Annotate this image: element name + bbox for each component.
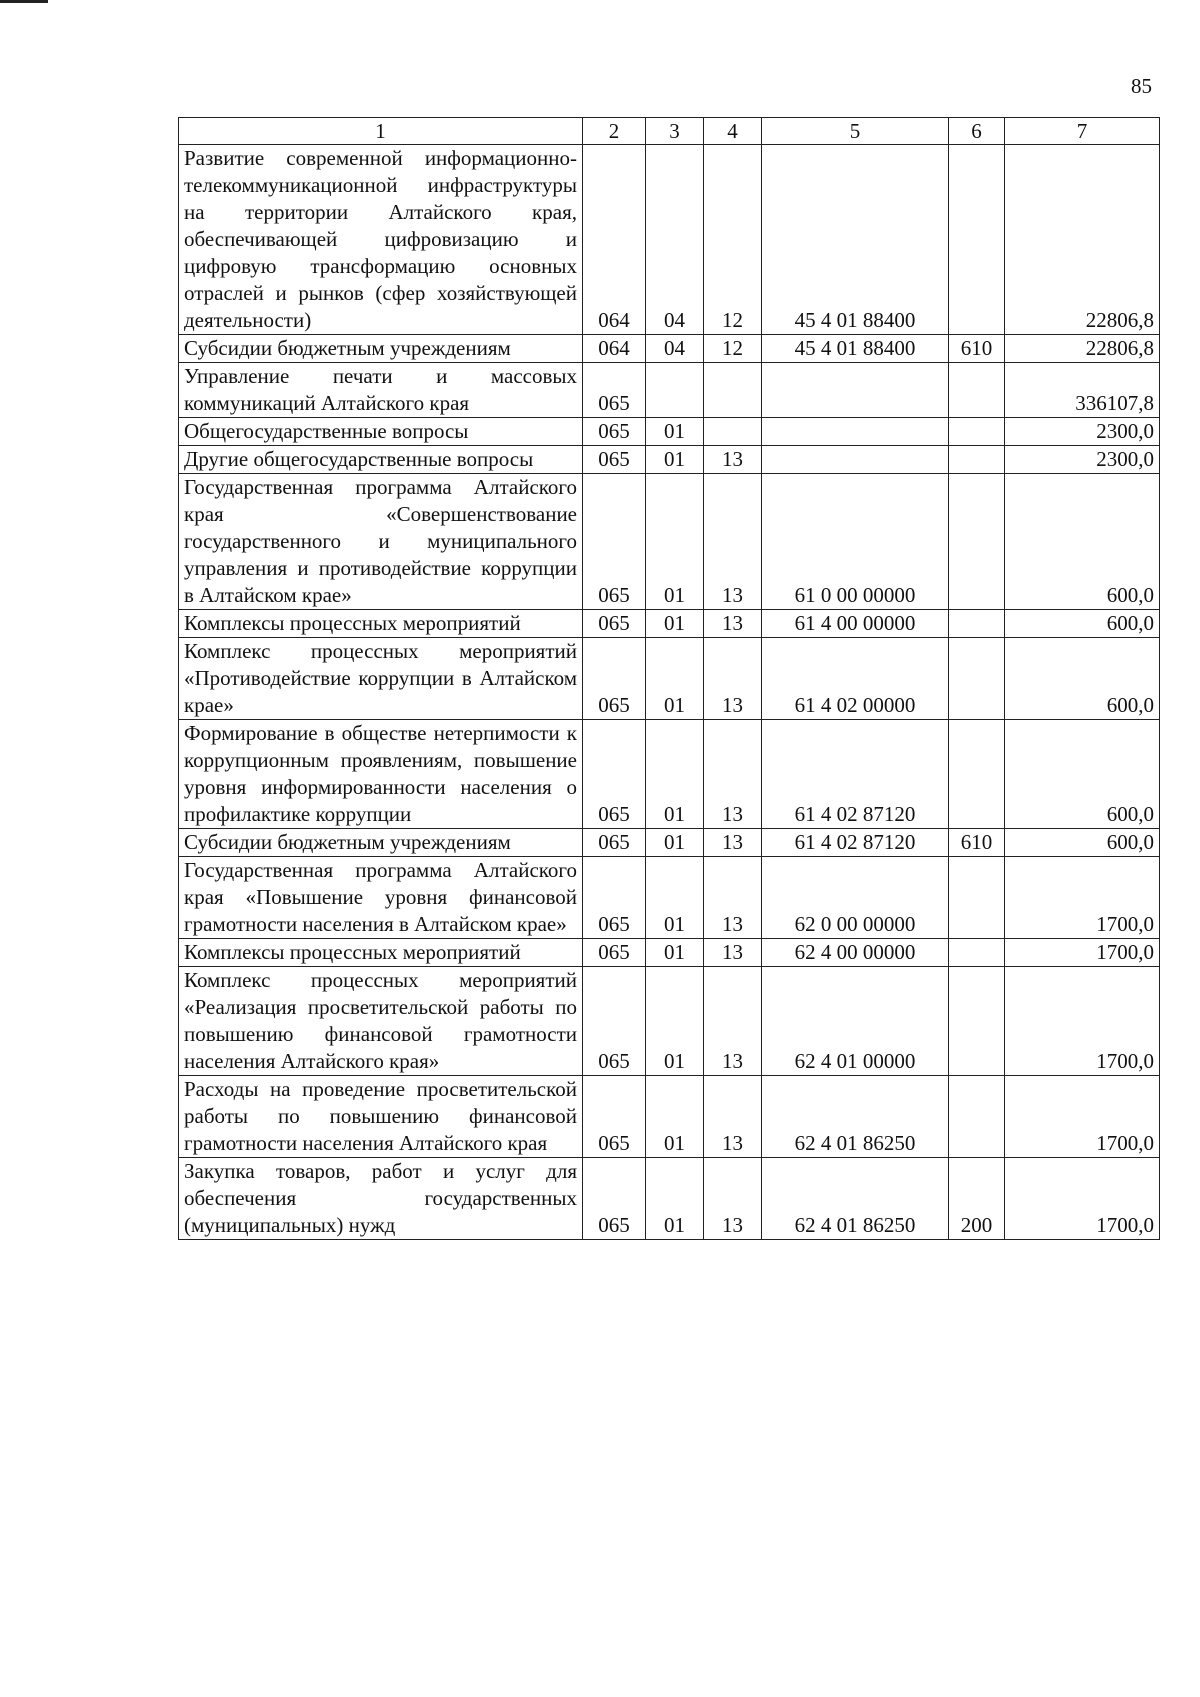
- table-row: [179, 1158, 1160, 1240]
- row-amount: 2300,0: [1005, 446, 1160, 474]
- row-code-6: [949, 145, 1005, 335]
- row-code-3: 01: [646, 1158, 704, 1240]
- row-code-3: 01: [646, 610, 704, 638]
- table-row: [179, 610, 1160, 638]
- header-cell-4: 4: [704, 118, 762, 145]
- row-code-4: 12: [704, 335, 762, 363]
- row-code-5: 61 4 00 00000: [762, 610, 949, 638]
- row-code-4: 12: [704, 145, 762, 335]
- row-code-6: [949, 474, 1005, 610]
- row-code-3: 01: [646, 720, 704, 829]
- row-amount: 22806,8: [1005, 145, 1160, 335]
- row-amount: 1700,0: [1005, 939, 1160, 967]
- row-name: Развитие современной информационно-телекоммуникационной инфраструктуры на территории Алтайского края, обеспечивающей цифровизацию и цифровую трансформацию основных отраслей и рынков (сфер хозяйствующей деятельности): [179, 145, 583, 335]
- row-code-3: 01: [646, 418, 704, 446]
- row-code-2: 065: [583, 363, 646, 418]
- row-code-4: [704, 363, 762, 418]
- row-code-6: [949, 939, 1005, 967]
- row-name: Закупка товаров, работ и услуг для обеспечения государственных (муниципальных) нужд: [179, 1158, 583, 1240]
- row-code-6: [949, 446, 1005, 474]
- row-name: Управление печати и массовых коммуникаций Алтайского края: [179, 363, 583, 418]
- row-amount: 600,0: [1005, 720, 1160, 829]
- row-code-5: 61 0 00 00000: [762, 474, 949, 610]
- row-name: Субсидии бюджетным учреждениям: [179, 335, 583, 363]
- row-code-2: 065: [583, 446, 646, 474]
- row-code-3: 01: [646, 939, 704, 967]
- row-code-2: 065: [583, 638, 646, 720]
- table-row: [179, 967, 1160, 1076]
- row-code-2: 065: [583, 857, 646, 939]
- scan-corner-mark: [0, 0, 48, 3]
- table-row: [179, 638, 1160, 720]
- row-amount: 600,0: [1005, 474, 1160, 610]
- row-code-2: 065: [583, 720, 646, 829]
- row-code-6: [949, 638, 1005, 720]
- row-code-3: 04: [646, 145, 704, 335]
- row-code-4: 13: [704, 1076, 762, 1158]
- row-code-3: 01: [646, 857, 704, 939]
- row-code-2: 065: [583, 610, 646, 638]
- header-cell-3: 3: [646, 118, 704, 145]
- row-name: Комплекс процессных мероприятий «Противодействие коррупции в Алтайском крае»: [179, 638, 583, 720]
- row-code-3: 01: [646, 1076, 704, 1158]
- row-code-5: 61 4 02 87120: [762, 829, 949, 857]
- row-amount: 1700,0: [1005, 967, 1160, 1076]
- row-code-3: 01: [646, 474, 704, 610]
- row-code-5: 62 4 01 00000: [762, 967, 949, 1076]
- row-amount: 600,0: [1005, 610, 1160, 638]
- table-row: [179, 363, 1160, 418]
- row-code-6: [949, 857, 1005, 939]
- header-cell-6: 6: [949, 118, 1005, 145]
- row-code-3: 01: [646, 446, 704, 474]
- row-code-2: 065: [583, 1158, 646, 1240]
- header-cell-5: 5: [762, 118, 949, 145]
- row-code-6: [949, 1076, 1005, 1158]
- row-code-6: [949, 610, 1005, 638]
- row-name: Субсидии бюджетным учреждениям: [179, 829, 583, 857]
- row-code-4: 13: [704, 474, 762, 610]
- row-code-4: 13: [704, 939, 762, 967]
- row-name: Расходы на проведение просветительской работы по повышению финансовой грамотности населения Алтайского края: [179, 1076, 583, 1158]
- row-code-6: 610: [949, 829, 1005, 857]
- row-code-2: 064: [583, 335, 646, 363]
- row-code-5: 62 4 01 86250: [762, 1076, 949, 1158]
- row-code-4: 13: [704, 967, 762, 1076]
- row-code-5: [762, 418, 949, 446]
- row-code-5: 45 4 01 88400: [762, 335, 949, 363]
- row-code-6: [949, 363, 1005, 418]
- row-amount: 600,0: [1005, 638, 1160, 720]
- table-row: [179, 720, 1160, 829]
- row-code-3: [646, 363, 704, 418]
- row-code-5: 62 0 00 00000: [762, 857, 949, 939]
- row-code-5: 45 4 01 88400: [762, 145, 949, 335]
- row-amount: 2300,0: [1005, 418, 1160, 446]
- row-code-4: 13: [704, 638, 762, 720]
- row-name: Другие общегосударственные вопросы: [179, 446, 583, 474]
- row-amount: 22806,8: [1005, 335, 1160, 363]
- row-code-5: [762, 363, 949, 418]
- row-code-4: [704, 418, 762, 446]
- table-row: [179, 145, 1160, 335]
- row-code-2: 065: [583, 939, 646, 967]
- header-cell-2: 2: [583, 118, 646, 145]
- row-code-2: 064: [583, 145, 646, 335]
- row-name: Комплексы процессных мероприятий: [179, 939, 583, 967]
- row-code-4: 13: [704, 1158, 762, 1240]
- row-name: Комплекс процессных мероприятий «Реализация просветительской работы по повышению финансовой грамотности населения Алтайского края»: [179, 967, 583, 1076]
- row-code-3: 01: [646, 829, 704, 857]
- row-code-6: 200: [949, 1158, 1005, 1240]
- table-row: [179, 829, 1160, 857]
- table-row: [179, 939, 1160, 967]
- row-name: Общегосударственные вопросы: [179, 418, 583, 446]
- row-code-6: [949, 418, 1005, 446]
- row-code-4: 13: [704, 720, 762, 829]
- table-row: [179, 474, 1160, 610]
- row-code-4: 13: [704, 829, 762, 857]
- row-amount: 1700,0: [1005, 1076, 1160, 1158]
- row-code-3: 04: [646, 335, 704, 363]
- row-code-5: 62 4 00 00000: [762, 939, 949, 967]
- budget-table: [178, 117, 1160, 1240]
- row-code-6: 610: [949, 335, 1005, 363]
- row-code-2: 065: [583, 967, 646, 1076]
- row-code-2: 065: [583, 474, 646, 610]
- table-row: [179, 1076, 1160, 1158]
- row-code-5: 62 4 01 86250: [762, 1158, 949, 1240]
- table-row: [179, 857, 1160, 939]
- header-row: [179, 118, 1160, 145]
- row-code-2: 065: [583, 1076, 646, 1158]
- table-body: [179, 145, 1160, 1240]
- row-code-2: 065: [583, 829, 646, 857]
- table-row: [179, 418, 1160, 446]
- header-cell-7: 7: [1005, 118, 1160, 145]
- table-row: [179, 446, 1160, 474]
- row-amount: 1700,0: [1005, 857, 1160, 939]
- row-name: Комплексы процессных мероприятий: [179, 610, 583, 638]
- table-row: [179, 335, 1160, 363]
- row-code-6: [949, 967, 1005, 1076]
- header-cell-1: 1: [179, 118, 583, 145]
- row-code-5: [762, 446, 949, 474]
- row-code-3: 01: [646, 638, 704, 720]
- row-name: Государственная программа Алтайского края «Совершенствование государственного и муниципального управления и противодействие коррупции в Алтайском крае»: [179, 474, 583, 610]
- row-amount: 336107,8: [1005, 363, 1160, 418]
- page-number: 85: [1131, 74, 1152, 98]
- row-code-6: [949, 720, 1005, 829]
- row-code-5: 61 4 02 87120: [762, 720, 949, 829]
- row-code-5: 61 4 02 00000: [762, 638, 949, 720]
- row-code-3: 01: [646, 967, 704, 1076]
- row-code-2: 065: [583, 418, 646, 446]
- row-name: Государственная программа Алтайского края «Повышение уровня финансовой грамотности населения в Алтайском крае»: [179, 857, 583, 939]
- row-amount: 1700,0: [1005, 1158, 1160, 1240]
- row-amount: 600,0: [1005, 829, 1160, 857]
- row-code-4: 13: [704, 857, 762, 939]
- row-code-4: 13: [704, 610, 762, 638]
- row-name: Формирование в обществе нетерпимости к коррупционным проявлениям, повышение уровня информированности населения о профилактике коррупции: [179, 720, 583, 829]
- row-code-4: 13: [704, 446, 762, 474]
